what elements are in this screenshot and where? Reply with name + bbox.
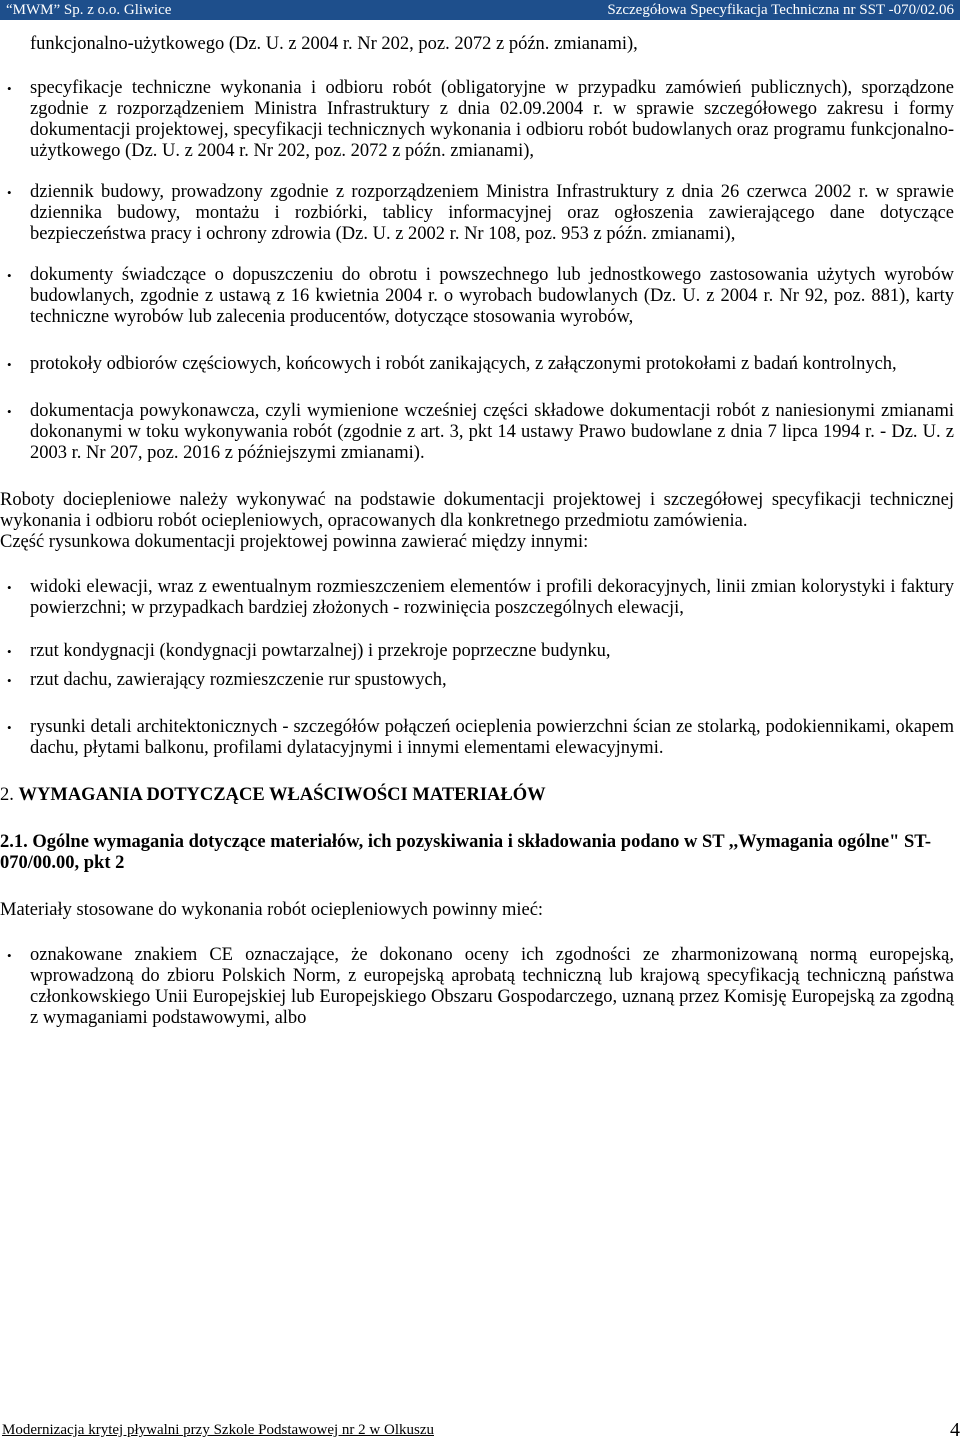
subsection-title: Ogólne wymagania dotyczące materiałów, ich pozyskiwania i składowania podano w ST ,,Wymagania ogólne" ST-070/00.00, pkt 2 <box>0 832 932 873</box>
footer-project-title: Modernizacja krytej pływalni przy Szkole Podstawowej nr 2 w Olkuszu <box>2 1422 434 1438</box>
list-item: • rzut kondygnacji (kondygnacji powtarzalnej) i przekroje poprzeczne budynku, <box>7 641 611 661</box>
bullet-icon: • <box>7 404 12 419</box>
subsection-number: 2.1. <box>0 832 28 852</box>
section-title: WYMAGANIA DOTYCZĄCE WŁAŚCIWOŚCI MATERIAŁÓW <box>18 785 546 805</box>
section-heading-2 <box>0 785 954 806</box>
bullet-icon: • <box>7 357 12 372</box>
list-item: • dokumentacja powykonawcza, czyli wymienione wcześniej części składowe dokumentacji robót z naniesionymi zmianami dokonanymi w toku wykonywania robót (zgodnie z art. 3, pkt 14 ustawy Prawo budowlane z dnia 7 lipca 1994 r. - Dz. U. z 2003 r. Nr 207, poz. 2016 z późniejszymi zmianami). <box>7 401 954 463</box>
header-spec-title: Szczegółowa Specyfikacja Techniczna nr SST -070/02.06 <box>607 2 954 18</box>
list-item: • rysunki detali architektonicznych - szczegółów połączeń ocieplenia powierzchni ścian ze stolarką, podokiennikami, okapem dachu, płytami balkonu, profilami dylatacyjnymi i innymi elementami elewacyjnymi. <box>7 717 954 758</box>
header-company: “MWM” Sp. z o.o. Gliwice <box>6 2 172 18</box>
list-item: • protokoły odbiorów częściowych, końcowych i robót zanikających, z załączonymi protokołami z badań kontrolnych, <box>7 354 897 374</box>
list-item: • dziennik budowy, prowadzony zgodnie z rozporządzeniem Ministra Infrastruktury z dnia 26 czerwca 2002 r. w sprawie dziennika budowy, montażu i rozbiórki, tablicy informacyjnej oraz ogłoszenia zawierającego dane dotyczące bezpieczeństwa pracy i ochrony zdrowia (Dz. U. z 2002 r. Nr 108, poz. 953 z późn. zmianami), <box>7 182 954 244</box>
section-heading-2-1 <box>0 832 954 874</box>
paragraph-czesc: Część rysunkowa dokumentacji projektowej powinna zawierać między innymi: <box>0 532 589 552</box>
list-item: • specyfikacje techniczne wykonania i odbioru robót (obligatoryjne w przypadku zamówień publicznych), sporządzone zgodnie z rozporządzeniem Ministra Infrastruktury z dnia 02.09.2004 r. w sprawie szczegółowego zakresu i formy dokumentacji projektowej, specyfikacji technicznych wykonania i odbioru robót budowlanych oraz programu funkcjonalno-użytkowego (Dz. U. z 2004 r. Nr 202, poz. 2072 z późn. zmianami), <box>7 78 954 161</box>
bullet-icon: • <box>7 81 12 96</box>
paragraph-materialy: Materiały stosowane do wykonania robót ociepleniowych powinny mieć: <box>0 900 544 920</box>
bullet-icon: • <box>7 185 12 200</box>
page-number: 4 <box>950 1419 960 1441</box>
bullet-icon: • <box>7 580 12 595</box>
continued-text: funkcjonalno-użytkowego (Dz. U. z 2004 r. Nr 202, poz. 2072 z późn. zmianami), <box>30 34 638 54</box>
bullet-icon: • <box>7 644 12 659</box>
section-number: 2. <box>0 785 14 805</box>
document-body <box>0 34 954 1029</box>
bullet-icon: • <box>7 720 12 735</box>
bullet-icon: • <box>7 268 12 283</box>
list-item: • oznakowane znakiem CE oznaczające, że dokonano oceny ich zgodności ze zharmonizowaną normą europejską, wprowadzoną do zbioru Polskich Norm, z europejską aprobatą techniczną lub krajową specyfikacją techniczną państwa członkowskiego Unii Europejskiej lub Europejskiego Obszaru Gospodarczego, uznaną przez Komisję Europejską za zgodną z wymaganiami podstawowymi, albo <box>7 945 954 1028</box>
list-item: • rzut dachu, zawierający rozmieszczenie rur spustowych, <box>7 670 447 690</box>
page-footer <box>0 1418 960 1442</box>
list-item: • dokumenty świadczące o dopuszczeniu do obrotu i powszechnego lub jednostkowego zastosowania użytych wyrobów budowlanych, zgodnie z ustawą z 16 kwietnia 2004 r. o wyrobach budowlanych (Dz. U. z 2004 r. Nr 92, poz. 881), karty techniczne wyrobów lub zalecenia producentów, dotyczące stosowania wyrobów, <box>7 265 954 327</box>
bullet-icon: • <box>7 673 12 688</box>
page-header <box>0 0 960 20</box>
bullet-icon: • <box>7 948 12 963</box>
paragraph-roboty: Roboty dociepleniowe należy wykonywać na podstawie dokumentacji projektowej i szczegółowej specyfikacji technicznej wykonania i odbioru robót ociepleniowych, opracowanych dla konkretnego przedmiotu zamówienia. <box>0 490 954 531</box>
list-item: • widoki elewacji, wraz z ewentualnym rozmieszczeniem elementów i profili dekoracyjnych, linii zmian kolorystyki i faktury powierzchni; w przypadkach bardziej złożonych - rozwinięcia poszczególnych elewacji, <box>7 577 954 618</box>
